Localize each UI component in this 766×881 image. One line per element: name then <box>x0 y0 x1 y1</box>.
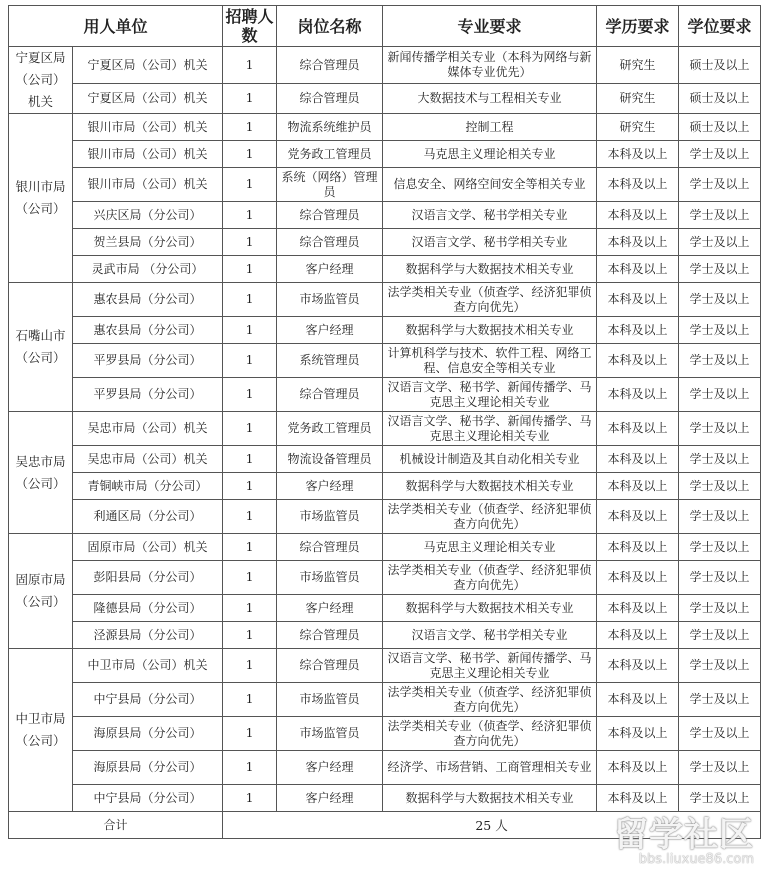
employer-cell: 彭阳县局（分公司） <box>73 561 223 595</box>
education-cell: 本科及以上 <box>597 717 679 751</box>
major-cell: 汉语言文学、秘书学相关专业 <box>383 622 597 649</box>
table-row <box>9 412 761 446</box>
education-cell: 本科及以上 <box>597 683 679 717</box>
degree-cell: 学士及以上 <box>679 378 761 412</box>
table-row <box>9 473 761 500</box>
employer-cell: 利通区局（分公司） <box>73 500 223 534</box>
degree-cell: 学士及以上 <box>679 141 761 168</box>
major-cell: 汉语言文学、秘书学、新闻传播学、马克思主义理论相关专业 <box>383 412 597 446</box>
degree-cell: 学士及以上 <box>679 446 761 473</box>
table-row <box>9 317 761 344</box>
table-row <box>9 202 761 229</box>
employer-cell: 吴忠市局（公司）机关 <box>73 446 223 473</box>
position-cell: 综合管理员 <box>277 378 383 412</box>
education-cell: 本科及以上 <box>597 534 679 561</box>
education-cell: 本科及以上 <box>597 317 679 344</box>
count-cell: 1 <box>223 473 277 500</box>
employer-cell: 惠农县局（分公司） <box>73 283 223 317</box>
major-cell: 机械设计制造及其自动化相关专业 <box>383 446 597 473</box>
count-cell: 1 <box>223 500 277 534</box>
employer-cell: 惠农县局（分公司） <box>73 317 223 344</box>
position-cell: 客户经理 <box>277 785 383 812</box>
count-cell: 1 <box>223 785 277 812</box>
count-cell: 1 <box>223 683 277 717</box>
major-cell: 法学类相关专业（侦查学、经济犯罪侦查方向优先） <box>383 683 597 717</box>
major-cell: 马克思主义理论相关专业 <box>383 534 597 561</box>
education-cell: 研究生 <box>597 47 679 84</box>
employer-cell: 银川市局（公司）机关 <box>73 168 223 202</box>
education-cell: 研究生 <box>597 84 679 114</box>
table-row <box>9 114 761 141</box>
position-cell: 市场监管员 <box>277 683 383 717</box>
education-cell: 本科及以上 <box>597 283 679 317</box>
count-cell: 1 <box>223 283 277 317</box>
table-header-row <box>9 6 761 47</box>
education-cell: 本科及以上 <box>597 344 679 378</box>
count-cell: 1 <box>223 561 277 595</box>
watermark-url: bbs.liuxue86.com <box>638 852 754 867</box>
count-cell: 1 <box>223 412 277 446</box>
table-row <box>9 84 761 114</box>
recruitment-table <box>8 5 761 839</box>
position-cell: 党务政工管理员 <box>277 412 383 446</box>
major-cell: 计算机科学与技术、软件工程、网络工程、信息安全等相关专业 <box>383 344 597 378</box>
employer-cell: 固原市局（公司）机关 <box>73 534 223 561</box>
position-cell: 系统管理员 <box>277 344 383 378</box>
employer-cell: 青铜峡市局（分公司） <box>73 473 223 500</box>
header-unit: 用人单位 <box>9 6 223 47</box>
count-cell: 1 <box>223 378 277 412</box>
employer-cell: 兴庆区局（分公司） <box>73 202 223 229</box>
degree-cell: 学士及以上 <box>679 622 761 649</box>
count-cell: 1 <box>223 47 277 84</box>
unit-cell: 吴忠市局（公司） <box>9 412 73 534</box>
education-cell: 本科及以上 <box>597 785 679 812</box>
employer-cell: 吴忠市局（公司）机关 <box>73 412 223 446</box>
count-cell: 1 <box>223 114 277 141</box>
header-degree: 学位要求 <box>679 6 761 47</box>
position-cell: 客户经理 <box>277 317 383 344</box>
unit-cell: 银川市局（公司） <box>9 114 73 283</box>
position-cell: 客户经理 <box>277 473 383 500</box>
degree-cell: 学士及以上 <box>679 561 761 595</box>
count-cell: 1 <box>223 446 277 473</box>
position-cell: 党务政工管理员 <box>277 141 383 168</box>
count-cell: 1 <box>223 344 277 378</box>
count-cell: 1 <box>223 256 277 283</box>
table-row <box>9 283 761 317</box>
major-cell: 汉语言文学、秘书学相关专业 <box>383 202 597 229</box>
degree-cell: 硕士及以上 <box>679 47 761 84</box>
position-cell: 市场监管员 <box>277 561 383 595</box>
position-cell: 市场监管员 <box>277 283 383 317</box>
unit-cell: 石嘴山市（公司） <box>9 283 73 412</box>
table-row <box>9 500 761 534</box>
header-count: 招聘人数 <box>223 6 277 47</box>
major-cell: 新闻传播学相关专业（本科为网络与新媒体专业优先） <box>383 47 597 84</box>
employer-cell: 中宁县局（分公司） <box>73 683 223 717</box>
degree-cell: 学士及以上 <box>679 717 761 751</box>
major-cell: 法学类相关专业（侦查学、经济犯罪侦查方向优先） <box>383 717 597 751</box>
employer-cell: 宁夏区局（公司）机关 <box>73 47 223 84</box>
education-cell: 本科及以上 <box>597 229 679 256</box>
degree-cell: 学士及以上 <box>679 649 761 683</box>
degree-cell: 学士及以上 <box>679 473 761 500</box>
degree-cell: 学士及以上 <box>679 229 761 256</box>
education-cell: 研究生 <box>597 114 679 141</box>
degree-cell: 学士及以上 <box>679 168 761 202</box>
education-cell: 本科及以上 <box>597 256 679 283</box>
watermark <box>614 807 754 867</box>
major-cell: 信息安全、网络空间安全等相关专业 <box>383 168 597 202</box>
total-value: 25 人 <box>223 812 761 839</box>
position-cell: 市场监管员 <box>277 500 383 534</box>
count-cell: 1 <box>223 84 277 114</box>
education-cell: 本科及以上 <box>597 561 679 595</box>
degree-cell: 学士及以上 <box>679 412 761 446</box>
employer-cell: 平罗县局（分公司） <box>73 344 223 378</box>
major-cell: 数据科学与大数据技术相关专业 <box>383 317 597 344</box>
employer-cell: 灵武市局 （分公司） <box>73 256 223 283</box>
major-cell: 数据科学与大数据技术相关专业 <box>383 473 597 500</box>
table-row <box>9 378 761 412</box>
table-row <box>9 595 761 622</box>
degree-cell: 学士及以上 <box>679 317 761 344</box>
table-body <box>9 47 761 812</box>
employer-cell: 海原县局（分公司） <box>73 717 223 751</box>
position-cell: 客户经理 <box>277 751 383 785</box>
table-row <box>9 344 761 378</box>
position-cell: 综合管理员 <box>277 229 383 256</box>
major-cell: 数据科学与大数据技术相关专业 <box>383 785 597 812</box>
degree-cell: 学士及以上 <box>679 595 761 622</box>
degree-cell: 学士及以上 <box>679 256 761 283</box>
education-cell: 本科及以上 <box>597 141 679 168</box>
header-major: 专业要求 <box>383 6 597 47</box>
table-row <box>9 229 761 256</box>
table-row <box>9 717 761 751</box>
employer-cell: 隆德县局（分公司） <box>73 595 223 622</box>
position-cell: 综合管理员 <box>277 84 383 114</box>
employer-cell: 银川市局（公司）机关 <box>73 141 223 168</box>
table-row <box>9 256 761 283</box>
count-cell: 1 <box>223 534 277 561</box>
table-row <box>9 751 761 785</box>
degree-cell: 学士及以上 <box>679 683 761 717</box>
count-cell: 1 <box>223 751 277 785</box>
major-cell: 汉语言文学、秘书学、新闻传播学、马克思主义理论相关专业 <box>383 649 597 683</box>
degree-cell: 学士及以上 <box>679 283 761 317</box>
count-cell: 1 <box>223 229 277 256</box>
major-cell: 数据科学与大数据技术相关专业 <box>383 595 597 622</box>
major-cell: 大数据技术与工程相关专业 <box>383 84 597 114</box>
employer-cell: 中卫市局（公司）机关 <box>73 649 223 683</box>
degree-cell: 学士及以上 <box>679 785 761 812</box>
header-education: 学历要求 <box>597 6 679 47</box>
unit-cell: 固原市局（公司） <box>9 534 73 649</box>
major-cell: 法学类相关专业（侦查学、经济犯罪侦查方向优先） <box>383 561 597 595</box>
degree-cell: 学士及以上 <box>679 202 761 229</box>
position-cell: 综合管理员 <box>277 622 383 649</box>
watermark-logo: 留学社区 <box>614 815 754 855</box>
table-row <box>9 683 761 717</box>
education-cell: 本科及以上 <box>597 446 679 473</box>
education-cell: 本科及以上 <box>597 202 679 229</box>
count-cell: 1 <box>223 717 277 751</box>
education-cell: 本科及以上 <box>597 500 679 534</box>
position-cell: 客户经理 <box>277 256 383 283</box>
major-cell: 控制工程 <box>383 114 597 141</box>
major-cell: 法学类相关专业（侦查学、经济犯罪侦查方向优先） <box>383 500 597 534</box>
position-cell: 系统（网络）管理员 <box>277 168 383 202</box>
count-cell: 1 <box>223 595 277 622</box>
major-cell: 马克思主义理论相关专业 <box>383 141 597 168</box>
count-cell: 1 <box>223 622 277 649</box>
position-cell: 物流系统维护员 <box>277 114 383 141</box>
count-cell: 1 <box>223 317 277 344</box>
count-cell: 1 <box>223 168 277 202</box>
header-position: 岗位名称 <box>277 6 383 47</box>
position-cell: 综合管理员 <box>277 649 383 683</box>
position-cell: 综合管理员 <box>277 534 383 561</box>
position-cell: 市场监管员 <box>277 717 383 751</box>
degree-cell: 学士及以上 <box>679 534 761 561</box>
table-row <box>9 622 761 649</box>
employer-cell: 泾源县局（分公司） <box>73 622 223 649</box>
employer-cell: 中宁县局（分公司） <box>73 785 223 812</box>
education-cell: 本科及以上 <box>597 412 679 446</box>
education-cell: 本科及以上 <box>597 751 679 785</box>
degree-cell: 硕士及以上 <box>679 114 761 141</box>
count-cell: 1 <box>223 202 277 229</box>
position-cell: 物流设备管理员 <box>277 446 383 473</box>
major-cell: 经济学、市场营销、工商管理相关专业 <box>383 751 597 785</box>
table-row <box>9 649 761 683</box>
education-cell: 本科及以上 <box>597 378 679 412</box>
employer-cell: 银川市局（公司）机关 <box>73 114 223 141</box>
employer-cell: 贺兰县局（分公司） <box>73 229 223 256</box>
employer-cell: 平罗县局（分公司） <box>73 378 223 412</box>
count-cell: 1 <box>223 649 277 683</box>
education-cell: 本科及以上 <box>597 473 679 500</box>
table-row <box>9 561 761 595</box>
degree-cell: 硕士及以上 <box>679 84 761 114</box>
education-cell: 本科及以上 <box>597 622 679 649</box>
degree-cell: 学士及以上 <box>679 500 761 534</box>
employer-cell: 海原县局（分公司） <box>73 751 223 785</box>
major-cell: 数据科学与大数据技术相关专业 <box>383 256 597 283</box>
count-cell: 1 <box>223 141 277 168</box>
table-row <box>9 534 761 561</box>
education-cell: 本科及以上 <box>597 168 679 202</box>
major-cell: 汉语言文学、秘书学、新闻传播学、马克思主义理论相关专业 <box>383 378 597 412</box>
education-cell: 本科及以上 <box>597 649 679 683</box>
unit-cell: 中卫市局（公司） <box>9 649 73 812</box>
table-row <box>9 446 761 473</box>
degree-cell: 学士及以上 <box>679 751 761 785</box>
unit-cell: 宁夏区局（公司）机关 <box>9 47 73 114</box>
position-cell: 客户经理 <box>277 595 383 622</box>
table-row <box>9 47 761 84</box>
position-cell: 综合管理员 <box>277 47 383 84</box>
education-cell: 本科及以上 <box>597 595 679 622</box>
major-cell: 汉语言文学、秘书学相关专业 <box>383 229 597 256</box>
table-row <box>9 141 761 168</box>
degree-cell: 学士及以上 <box>679 344 761 378</box>
total-label: 合计 <box>9 812 223 839</box>
position-cell: 综合管理员 <box>277 202 383 229</box>
major-cell: 法学类相关专业（侦查学、经济犯罪侦查方向优先） <box>383 283 597 317</box>
table-row <box>9 168 761 202</box>
employer-cell: 宁夏区局（公司）机关 <box>73 84 223 114</box>
